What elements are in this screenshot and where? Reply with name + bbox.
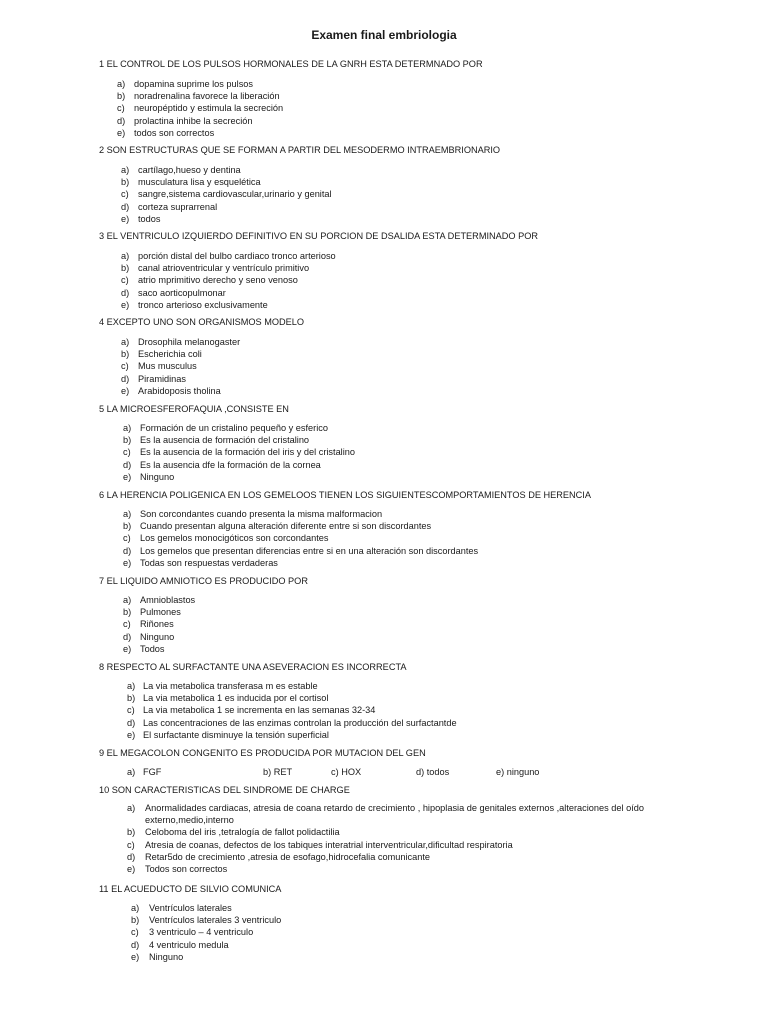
option-text: Todos son correctos [145, 864, 228, 874]
option-label: e) [123, 471, 132, 482]
option-text: Los gemelos que presentan diferencias entre si en una alteración son discordantes [140, 545, 479, 556]
option-text: saco aorticopulmonar [138, 287, 226, 298]
option-text: 4 ventriculo medula [149, 939, 229, 950]
question-text: 10 SON CARACTERISTICAS DEL SINDROME DE CHARGE [99, 785, 350, 795]
question-text: 5 LA MICROESFEROFAQUIA ,CONSISTE EN [99, 404, 289, 414]
option-label: b) [127, 827, 136, 838]
option-label: e) [131, 951, 140, 962]
option-label: c) [127, 705, 135, 716]
option-label: b) [121, 177, 130, 188]
question-text: 4 EXCEPTO UNO SON ORGANISMOS MODELO [99, 317, 305, 327]
option-label: b) [117, 91, 126, 102]
option-label: b) [123, 435, 132, 446]
option-text: d) todos [416, 767, 450, 777]
option-label: b) [123, 607, 132, 618]
option-text: Ninguno [140, 471, 175, 482]
option-label: c) [123, 533, 131, 544]
option-label: e) [123, 557, 132, 568]
option-text: c) HOX [331, 767, 362, 777]
option-text: e) ninguno [496, 767, 540, 777]
option-label: d) [121, 373, 130, 384]
option-text: Celoboma del iris ,tetralogía de fallot polidactilia [145, 827, 340, 838]
option-label: a) [123, 595, 132, 605]
option-label: a) [121, 251, 130, 261]
option-text: neuropéptido y estimula la secreción [134, 103, 284, 114]
option-text: Piramidinas [138, 373, 186, 384]
option-text: FGF [143, 767, 162, 777]
option-text: Drosophila melanogaster [138, 337, 241, 347]
option-label: e) [121, 299, 130, 310]
option-text: dopamina suprime los pulsos [134, 79, 253, 89]
option-text: Ninguno [140, 631, 175, 642]
option-label: d) [123, 459, 132, 470]
option-text: cartílago,hueso y dentina [138, 165, 241, 175]
option-text: prolactina inhibe la secreción [134, 115, 253, 126]
option-text: Todos [140, 643, 165, 654]
option-label: d) [121, 287, 130, 298]
option-text: Escherichia coli [138, 349, 202, 360]
option-label: c) [121, 189, 129, 200]
option-label: a) [127, 803, 136, 813]
option-label: c) [123, 447, 131, 458]
option-text: Todas son respuestas verdaderas [140, 557, 278, 568]
option-text: Atresia de coanas, defectos de los tabiques interatrial interventricular,dificultad respiratoria [145, 839, 513, 850]
option-text: Arabidoposis tholina [138, 385, 221, 396]
option-text: todos [138, 213, 161, 224]
option-label: c) [127, 839, 135, 850]
question-text: 11 EL ACUEDUCTO DE SILVIO COMUNICA [99, 884, 282, 894]
option-label: b) [123, 521, 132, 532]
option-label: d) [123, 545, 132, 556]
option-label: b) [131, 915, 140, 926]
option-text: tronco arterioso exclusivamente [138, 299, 268, 310]
option-text: Ventrículos laterales 3 ventriculo [149, 915, 282, 926]
option-text: Las concentraciones de las enzimas controlan la producción del surfactantde [143, 717, 457, 728]
option-text: 3 ventriculo – 4 ventriculo [149, 927, 254, 938]
option-label: d) [127, 851, 136, 862]
option-label: a) [123, 423, 132, 433]
option-text: La via metabolica 1 es inducida por el cortisol [143, 693, 329, 704]
option-label: b) [121, 349, 130, 360]
exam-title: Examen final embriologia [311, 28, 457, 42]
option-label: c) [131, 927, 139, 938]
option-text: El surfactante disminuye la tensión superficial [143, 729, 329, 740]
option-text: Ventrículos laterales [149, 903, 232, 913]
question-text: 8 RESPECTO AL SURFACTANTE UNA ASEVERACION ES INCORRECTA [99, 662, 407, 672]
option-label: d) [121, 201, 130, 212]
option-text: Anormalidades cardiacas, atresia de coana retardo de crecimiento , hipoplasia de genitales externos ,alteraciones del oído [145, 803, 644, 813]
option-label: b) [121, 263, 130, 274]
option-text: musculatura lisa y esquelética [138, 177, 261, 188]
option-text: Es la ausencia de formación del cristalino [140, 435, 310, 446]
option-label: c) [121, 361, 129, 372]
option-label: e) [117, 127, 126, 138]
option-text: Riñones [140, 619, 174, 630]
option-text: La via metabolica 1 se incrementa en las semanas 32-34 [143, 705, 376, 716]
option-text: Retar5do de crecimiento ,atresia de esofago,hidrocefalia comunicante [145, 851, 430, 862]
option-label: c) [117, 103, 125, 114]
question-text: 2 SON ESTRUCTURAS QUE SE FORMAN A PARTIR DEL MESODERMO INTRAEMBRIONARIO [99, 145, 501, 155]
option-label: a) [123, 509, 132, 519]
option-label: e) [127, 864, 136, 874]
option-text: Los gemelos monocigóticos son corcondantes [140, 533, 329, 544]
option-text: Formación de un cristalino pequeño y esferico [140, 423, 328, 433]
option-label: a) [121, 165, 130, 175]
option-text: Cuando presentan alguna alteración diferente entre si son discordantes [140, 521, 432, 532]
question-text: 9 EL MEGACOLON CONGENITO ES PRODUCIDA POR MUTACION DEL GEN [99, 748, 426, 758]
question-text: 1 EL CONTROL DE LOS PULSOS HORMONALES DE LA GNRH ESTA DETERMNADO POR [99, 59, 483, 69]
option-text: Mus musculus [138, 361, 197, 372]
option-text: Es la ausencia de la formación del iris y del cristalino [140, 447, 355, 458]
option-label: d) [127, 717, 136, 728]
option-text: Pulmones [140, 607, 181, 618]
option-text: Es la ausencia dfe la formación de la cornea [140, 459, 321, 470]
option-text: sangre,sistema cardiovascular,urinario y genital [138, 189, 332, 200]
question-text: 3 EL VENTRICULO IZQUIERDO DEFINITIVO EN SU PORCION DE DSALIDA ESTA DETERMINADO POR [99, 231, 539, 241]
option-text: Son corcondantes cuando presenta la misma malformacion [140, 509, 383, 519]
option-text: todos son correctos [134, 127, 215, 138]
option-text: b) RET [263, 767, 293, 777]
option-text-continuation: externo,medio,interno [145, 815, 234, 826]
option-text: atrio mprimitivo derecho y seno venoso [138, 275, 298, 286]
option-text: canal atrioventricular y ventrículo primitivo [138, 263, 310, 274]
option-label: e) [121, 213, 130, 224]
option-label: b) [127, 693, 136, 704]
option-text: porción distal del bulbo cardiaco tronco arterioso [138, 251, 336, 261]
question-text: 7 EL LIQUIDO AMNIOTICO ES PRODUCIDO POR [99, 576, 308, 586]
option-label: d) [131, 939, 140, 950]
option-label: a) [127, 767, 136, 777]
option-label: a) [127, 681, 136, 691]
option-label: d) [117, 115, 126, 126]
option-text: Amnioblastos [140, 595, 196, 605]
option-text: Ninguno [149, 951, 184, 962]
option-label: a) [121, 337, 130, 347]
option-text: La via metabolica transferasa m es estable [143, 681, 318, 691]
option-text: noradrenalina favorece la liberación [134, 91, 280, 102]
option-label: e) [127, 729, 136, 740]
question-text: 6 LA HERENCIA POLIGENICA EN LOS GEMELOOS TIENEN LOS SIGUIENTESCOMPORTAMIENTOS DE HERENCIA [99, 490, 591, 500]
option-label: e) [121, 385, 130, 396]
option-label: c) [121, 275, 129, 286]
option-text: corteza suprarrenal [138, 201, 218, 212]
option-label: c) [123, 619, 131, 630]
option-label: a) [131, 903, 140, 913]
option-label: d) [123, 631, 132, 642]
option-label: a) [117, 79, 126, 89]
option-label: e) [123, 643, 132, 654]
